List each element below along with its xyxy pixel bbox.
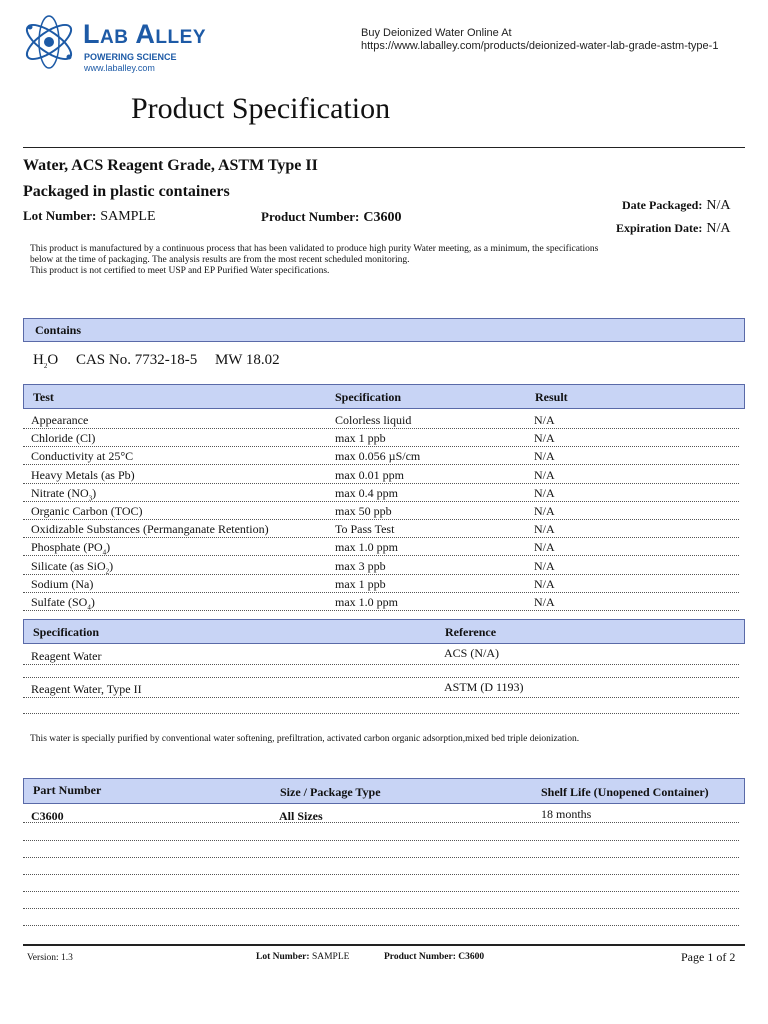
expiration-date-value: N/A — [706, 221, 731, 236]
test-name-text: Oxidizable Substances (Permanganate Retention) — [31, 522, 269, 537]
table-row — [23, 592, 739, 611]
test-specification: To Pass Test — [335, 522, 395, 537]
divider — [23, 664, 739, 665]
test-result: N/A — [534, 504, 555, 518]
test-specification: max 0.01 ppm — [335, 467, 404, 482]
test-name-text: Nitrate (NO — [31, 485, 89, 500]
test-name-tail: ) — [109, 558, 114, 573]
contains-formula — [33, 352, 280, 370]
test-name — [31, 449, 133, 464]
page-title: Product Specification — [131, 92, 391, 125]
divider — [23, 908, 739, 909]
product-number-value: C3600 — [363, 210, 402, 225]
test-specification: max 3 ppb — [335, 558, 386, 573]
test-specification: max 1 ppb — [335, 431, 386, 446]
test-name-text: Silicate (as SiO — [31, 558, 106, 573]
col-part-number: Part Number — [33, 783, 102, 797]
footer-lot — [256, 952, 349, 962]
purification-note: This water is specially purified by conventional water softening, prefiltration, activated carbon organic adsorption,mixed bed triple deionization. — [30, 734, 580, 744]
disclaimer-line: This product is manufactured by a continuous process that has been validated to produce high purity Water meeting, as a minimum, the specifications — [30, 244, 599, 254]
disclaimer — [30, 244, 742, 277]
table-row — [23, 446, 739, 465]
test-name-text: Heavy Metals (as Pb) — [31, 467, 135, 482]
formula-subscript: 2 — [43, 362, 48, 370]
footer-lot-label: Lot Number: — [256, 952, 310, 962]
test-name-tail: ) — [92, 485, 97, 500]
test-name-text: Phosphate (PO — [31, 540, 103, 555]
logo-name: Lab Alley — [83, 19, 206, 49]
packaging-text: Packaged in plastic containers — [23, 183, 230, 200]
divider — [23, 891, 739, 892]
table-row — [23, 483, 739, 502]
cas-number: CAS No. 7732-18-5 — [75, 352, 198, 368]
ref-value: ACS (N/A) — [444, 646, 500, 660]
test-result: N/A — [534, 540, 555, 555]
logo — [20, 13, 260, 75]
divider — [23, 713, 739, 714]
date-packaged — [622, 196, 730, 214]
part-size: All Sizes — [279, 809, 323, 823]
table-row — [23, 537, 739, 556]
table-row — [23, 556, 739, 575]
col-size-package: Size / Package Type — [280, 785, 381, 799]
reference-table-header — [23, 619, 745, 644]
buy-line: Buy Deionized Water Online At — [361, 27, 512, 39]
part-number: C3600 — [31, 809, 64, 823]
test-name — [31, 540, 110, 556]
test-name — [31, 413, 88, 428]
test-name-subscript: 4 — [102, 548, 107, 557]
test-result: N/A — [534, 595, 555, 609]
test-name-subscript: 4 — [87, 603, 91, 612]
test-result: N/A — [534, 485, 555, 500]
product-name: Water, ACS Reagent Grade, ASTM Type II — [23, 157, 318, 174]
test-name — [31, 504, 143, 519]
test-name-text: Chloride (Cl) — [31, 431, 96, 446]
title-divider — [23, 147, 745, 148]
footer-lot-value: SAMPLE — [311, 952, 350, 962]
test-name-tail: ) — [90, 595, 95, 609]
test-specification: max 0.056 µS/cm — [335, 449, 421, 464]
test-name — [31, 486, 96, 502]
product-number-label: Product Number: — [261, 209, 360, 224]
divider — [23, 840, 739, 841]
buy-url-link[interactable]: https://www.laballey.com/products/deionized-water-lab-grade-astm-type-1 — [361, 40, 719, 52]
footer-version: Version: 1.3 — [27, 953, 73, 963]
disclaimer-line: below at the time of packaging. The analysis results are from the most recent scheduled monitoring. — [30, 255, 410, 265]
test-specification: max 0.4 ppm — [335, 485, 398, 500]
test-name — [31, 522, 269, 537]
test-name-text: Sulfate (SO — [31, 595, 88, 609]
part-shelf-life: 18 months — [541, 807, 592, 821]
date-packaged-value: N/A — [706, 198, 731, 213]
product-number — [261, 208, 401, 226]
footer-product — [384, 952, 484, 962]
table-row — [23, 410, 739, 429]
test-specification: Colorless liquid — [335, 413, 412, 427]
test-name — [31, 577, 93, 592]
col-test: Test — [33, 390, 54, 404]
divider — [23, 822, 739, 823]
divider — [23, 697, 739, 698]
divider — [23, 874, 739, 875]
contains-header-label: Contains — [35, 323, 82, 337]
parts-table-header — [23, 778, 745, 804]
formula-o: O — [47, 352, 59, 368]
page-number: Page 1 of 2 — [681, 950, 736, 964]
expiration-date-label: Expiration Date: — [616, 221, 703, 235]
buy-online-notice — [361, 27, 718, 53]
col-reference: Reference — [445, 625, 497, 639]
logo-website[interactable]: www.laballey.com — [84, 63, 155, 73]
test-name — [31, 431, 95, 446]
table-row — [23, 519, 739, 538]
atom-logo-icon — [20, 13, 78, 71]
footer-product-label: Product Number: — [384, 952, 456, 962]
col-shelf-life: Shelf Life (Unopened Container) — [541, 785, 709, 799]
test-name-text: Organic Carbon (TOC) — [31, 504, 143, 518]
table-row — [23, 501, 739, 520]
test-result: N/A — [534, 522, 555, 537]
molecular-weight: MW 18.02 — [214, 352, 280, 368]
ref-spec: Reagent Water — [31, 649, 102, 663]
test-name-text: Sodium (Na) — [31, 576, 94, 591]
disclaimer-line: This product is not certified to meet USP and EP Purified Water specifications. — [30, 266, 330, 276]
formula-h: H — [33, 352, 44, 368]
divider — [23, 677, 739, 678]
col-ref-specification: Specification — [33, 625, 99, 639]
test-name-tail: ) — [106, 540, 111, 555]
test-name — [31, 559, 113, 575]
date-packaged-label: Date Packaged: — [622, 198, 703, 212]
test-result: N/A — [534, 431, 555, 446]
lot-number — [23, 207, 156, 225]
ref-spec: Reagent Water, Type II — [31, 682, 142, 696]
tests-table-header — [23, 384, 745, 409]
footer-divider — [23, 944, 745, 946]
test-specification: max 1.0 ppm — [335, 595, 398, 609]
test-name-subscript: 2 — [105, 566, 110, 575]
test-result: N/A — [534, 449, 555, 464]
col-result: Result — [535, 390, 568, 404]
divider — [23, 925, 739, 926]
test-result: N/A — [534, 558, 555, 573]
ref-value: ASTM (D 1193) — [444, 680, 524, 694]
test-name — [31, 468, 135, 483]
test-specification: max 1 ppb — [335, 576, 386, 591]
test-name-subscript: 3 — [88, 494, 93, 503]
footer-product-value: C3600 — [458, 952, 485, 962]
expiration-date — [616, 219, 730, 237]
lot-number-label: Lot Number: — [23, 208, 97, 223]
divider — [23, 857, 739, 858]
test-name — [31, 595, 95, 611]
lot-number-value: SAMPLE — [100, 209, 156, 224]
test-result: N/A — [534, 413, 555, 427]
test-specification: max 50 ppb — [335, 504, 392, 518]
table-row — [23, 465, 739, 484]
test-result: N/A — [534, 576, 555, 591]
test-result: N/A — [534, 467, 555, 482]
test-name-text: Appearance — [31, 413, 89, 427]
test-specification: max 1.0 ppm — [335, 540, 398, 555]
test-name-text: Conductivity at 25°C — [31, 449, 134, 464]
contains-header — [23, 318, 745, 342]
table-row — [23, 574, 739, 593]
table-row — [23, 428, 739, 447]
col-specification: Specification — [335, 390, 401, 404]
logo-tagline: POWERING SCIENCE — [84, 52, 177, 62]
